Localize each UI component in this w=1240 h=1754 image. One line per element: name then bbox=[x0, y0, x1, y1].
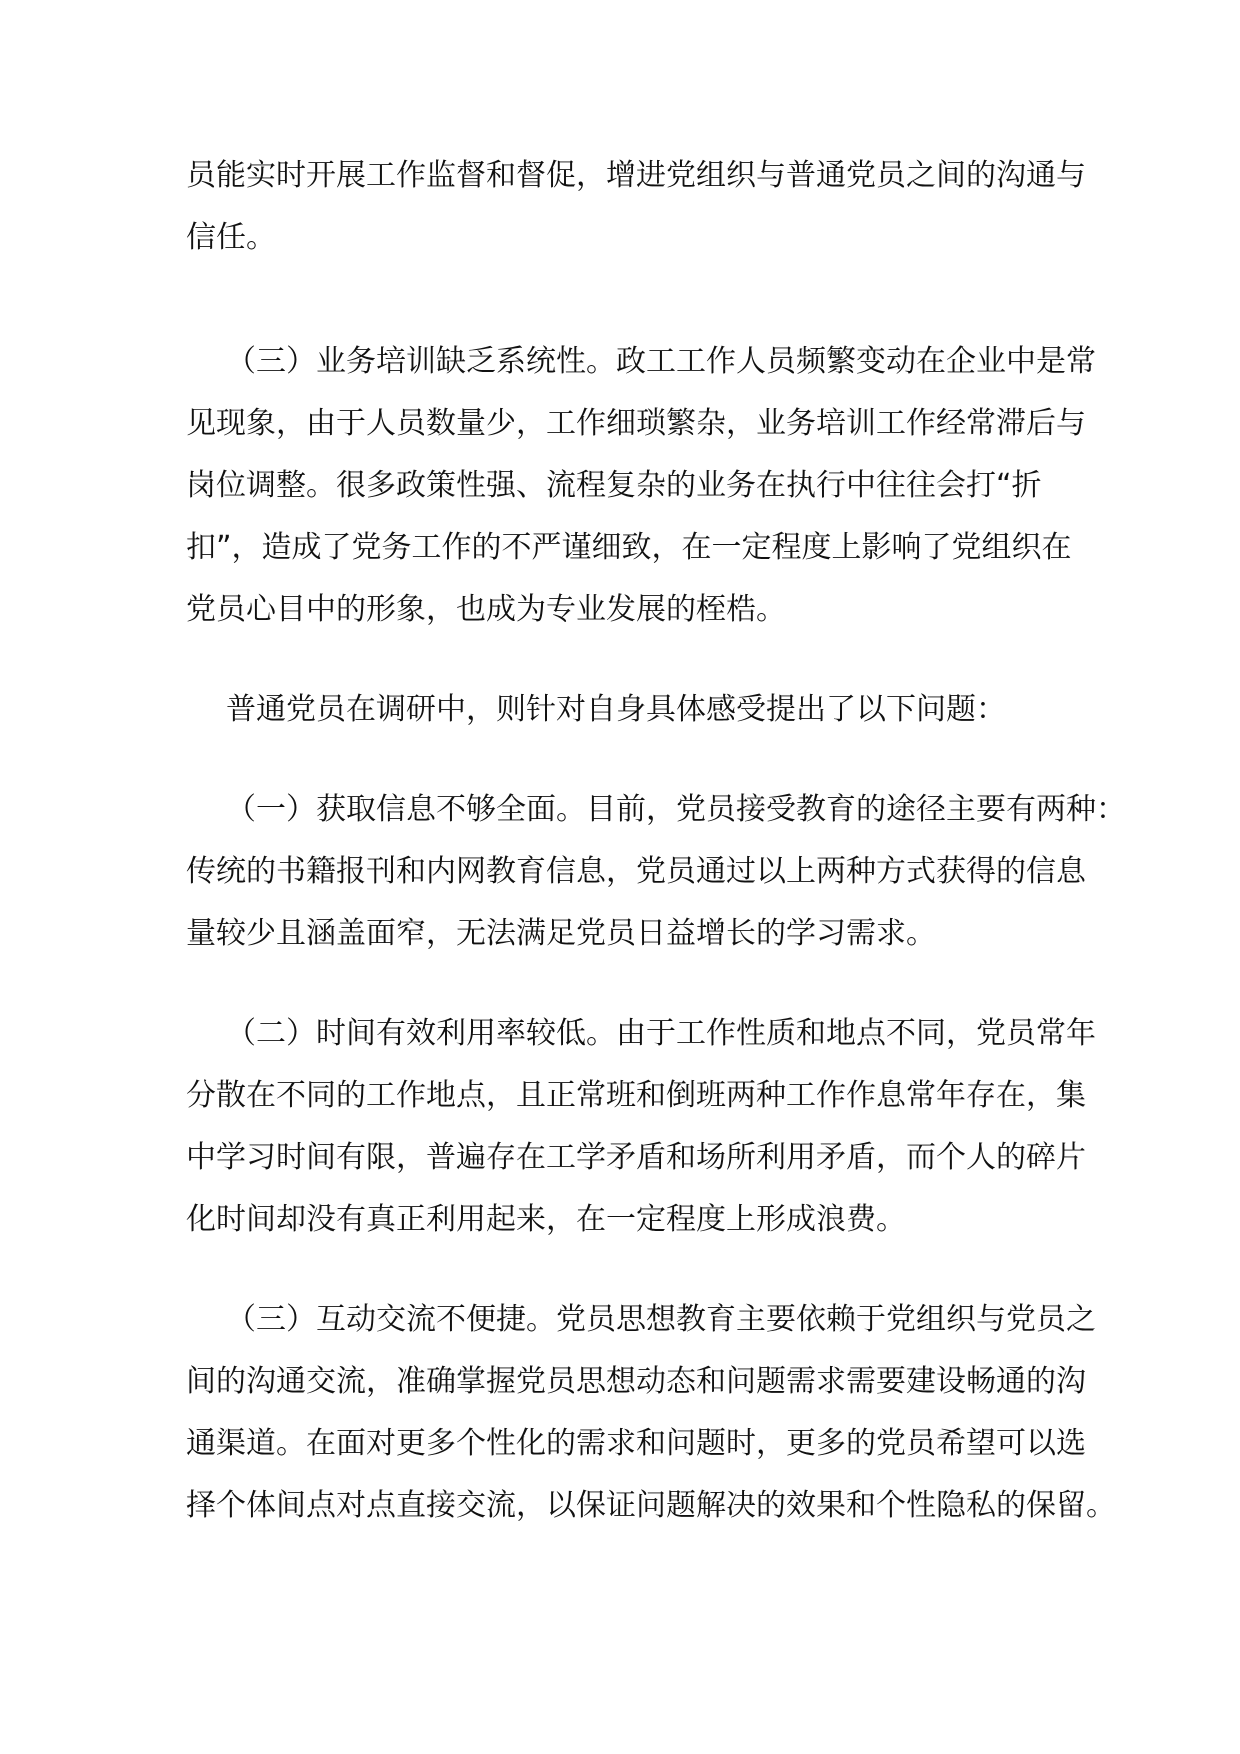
text-line: 中学习时间有限，普遍存在工学矛盾和场所利用矛盾，而个人的碎片 bbox=[186, 1140, 1086, 1175]
text-line: 扣”，造成了党务工作的不严谨细致，在一定程度上影响了党组织在 bbox=[186, 530, 1072, 565]
text-line: （三）互动交流不便捷。党员思想教育主要依赖于党组织与党员之 bbox=[226, 1302, 1096, 1337]
text-line: 分散在不同的工作地点，且正常班和倒班两种工作作息常年存在，集 bbox=[186, 1078, 1086, 1113]
text-line: （二）时间有效利用率较低。由于工作性质和地点不同，党员常年 bbox=[226, 1016, 1096, 1051]
text-line: （一）获取信息不够全面。目前，党员接受教育的途径主要有两种： bbox=[226, 792, 1126, 827]
text-line: 岗位调整。很多政策性强、流程复杂的业务在执行中往往会打“折 bbox=[186, 468, 1042, 503]
text-line: 量较少且涵盖面窄，无法满足党员日益增长的学习需求。 bbox=[186, 916, 936, 951]
text-line: （三）业务培训缺乏系统性。政工工作人员频繁变动在企业中是常 bbox=[226, 344, 1096, 379]
text-line: 员能实时开展工作监督和督促，增进党组织与普通党员之间的沟通与 bbox=[186, 158, 1086, 193]
text-line: 择个体间点对点直接交流，以保证问题解决的效果和个性隐私的保留。 bbox=[186, 1488, 1116, 1523]
text-line: 间的沟通交流，准确掌握党员思想动态和问题需求需要建设畅通的沟 bbox=[186, 1364, 1086, 1399]
text-line: 化时间却没有真正利用起来，在一定程度上形成浪费。 bbox=[186, 1202, 906, 1237]
text-line: 传统的书籍报刊和内网教育信息，党员通过以上两种方式获得的信息 bbox=[186, 854, 1086, 889]
text-line: 普通党员在调研中，则针对自身具体感受提出了以下问题： bbox=[226, 692, 1006, 727]
text-line: 党员心目中的形象，也成为专业发展的桎梏。 bbox=[186, 592, 786, 627]
text-line: 见现象，由于人员数量少，工作细琐繁杂，业务培训工作经常滞后与 bbox=[186, 406, 1086, 441]
text-line: 信任。 bbox=[186, 220, 276, 255]
text-line: 通渠道。在面对更多个性化的需求和问题时，更多的党员希望可以选 bbox=[186, 1426, 1086, 1461]
